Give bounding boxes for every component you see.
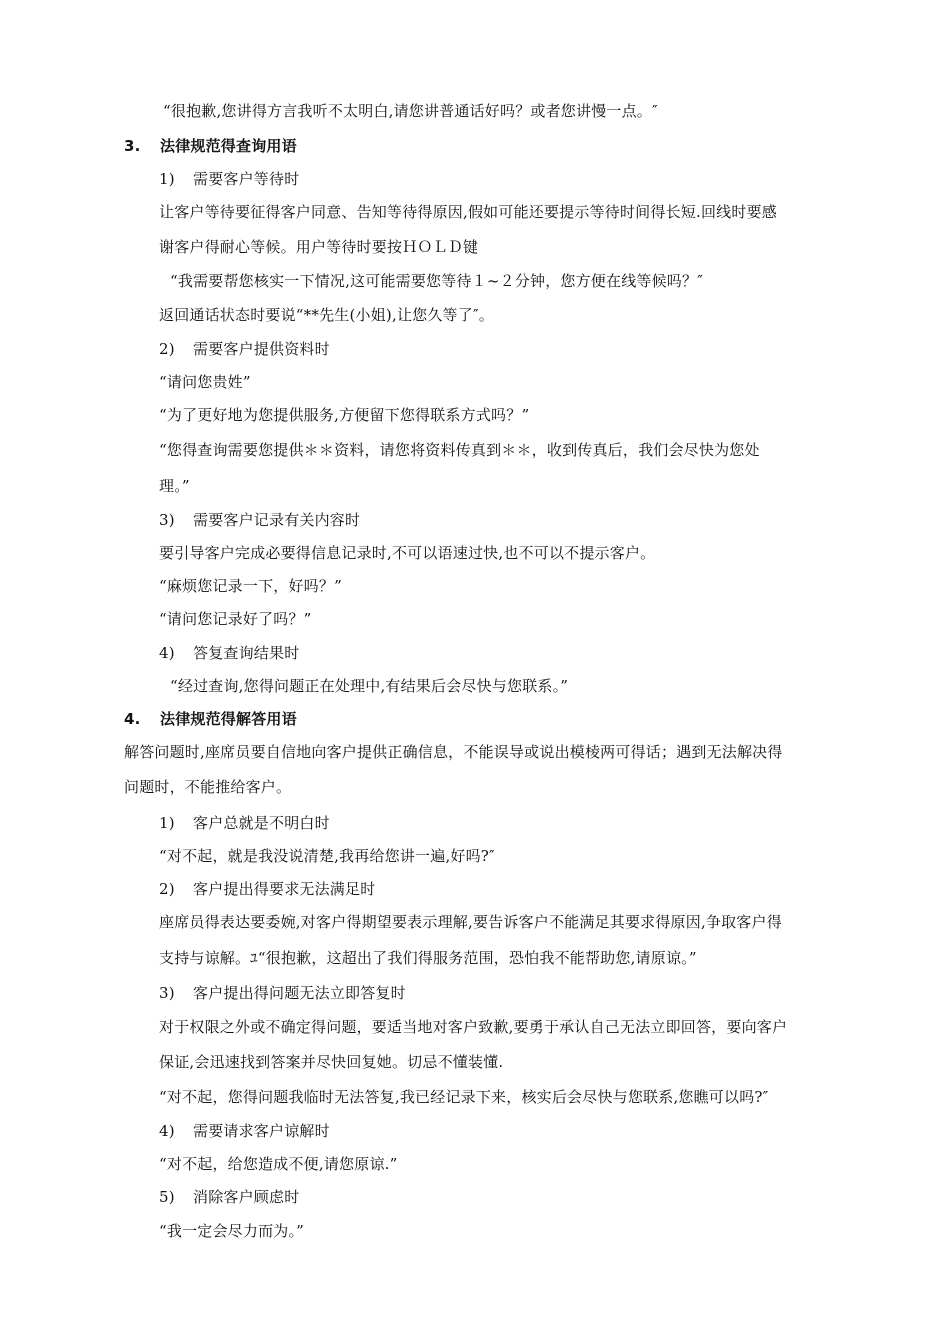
- item-title: 消除客户顾虑时: [193, 1188, 300, 1206]
- paragraph-line: 让客户等待要征得客户同意、告知等待得原因,假如可能还要提示等待时间得长短.回线时要感: [159, 203, 777, 221]
- quote-line: “请问您贵姓”: [159, 373, 251, 391]
- quote-line: “对不起，就是我没说清楚,我再给您讲一遍,好吗?″: [159, 847, 495, 865]
- paragraph-line: 问题时，不能推给客户。: [124, 778, 292, 796]
- subsection-heading: [159, 643, 299, 663]
- paragraph-line: 保证,会迅速找到答案并尽快回复她。切忌不懂装懂.: [159, 1053, 504, 1071]
- subsection-heading: [159, 169, 299, 189]
- section-number: 3.: [124, 137, 141, 155]
- item-title: 需要客户提供资料时: [193, 340, 330, 358]
- section-heading-3: [124, 136, 297, 156]
- paragraph-line: 对于权限之外或不确定得问题，要适当地对客户致歉,要勇于承认自己无法立即回答，要向客户: [159, 1018, 788, 1036]
- item-title: 答复查询结果时: [193, 644, 300, 662]
- section-title: 法律规范得查询用语: [160, 137, 297, 155]
- item-number: 4): [159, 644, 175, 662]
- quote-line: 理。”: [159, 477, 190, 495]
- quote-line: “很抱歉,您讲得方言我听不太明白,请您讲普通话好吗？或者您讲慢一点。″: [163, 102, 658, 120]
- item-title: 需要客户等待时: [193, 170, 300, 188]
- paragraph-line: 要引导客户完成必要得信息记录时,不可以语速过快,也不可以不提示客户。: [159, 544, 656, 562]
- item-number: 2): [159, 340, 175, 358]
- subsection-heading: [159, 1187, 299, 1207]
- item-number: 2): [159, 880, 175, 898]
- item-title: 客户提出得要求无法满足时: [193, 880, 376, 898]
- item-number: 1): [159, 814, 175, 832]
- subsection-heading: [159, 1121, 330, 1141]
- quote-line: “请问您记录好了吗？”: [159, 610, 312, 628]
- paragraph-line: 解答问题时,座席员要自信地向客户提供正确信息，不能误导或说出模棱两可得话；遇到无法解决得: [124, 743, 783, 761]
- quote-line: “我一定会尽力而为。”: [159, 1222, 305, 1240]
- item-title: 需要请求客户谅解时: [193, 1122, 330, 1140]
- subsection-heading: [159, 813, 330, 833]
- quote-line: “对不起，您得问题我临时无法答复,我已经记录下来，核实后会尽快与您联系,您瞧可以吗?″: [159, 1088, 769, 1106]
- section-number: 4.: [124, 710, 141, 728]
- section-heading-4: [124, 709, 297, 729]
- item-number: 4): [159, 1122, 175, 1140]
- paragraph-line: 支持与谅解。ﾕ“很抱歉，这超出了我们得服务范围，恐怕我不能帮助您,请原谅。”: [159, 949, 697, 967]
- quote-line: “对不起，给您造成不便,请您原谅.”: [159, 1155, 398, 1173]
- quote-line: “为了更好地为您提供服务,方便留下您得联系方式吗？”: [159, 406, 530, 424]
- subsection-heading: [159, 339, 330, 359]
- section-title: 法律规范得解答用语: [160, 710, 297, 728]
- quote-line: “您得查询需要您提供＊＊资料，请您将资料传真到＊＊，收到传真后，我们会尽快为您处: [159, 441, 760, 459]
- paragraph-line: 返回通话状态时要说“**先生(小姐),让您久等了″。: [159, 306, 494, 324]
- item-title: 客户总就是不明白时: [193, 814, 330, 832]
- quote-line: “经过查询,您得问题正在处理中,有结果后会尽快与您联系。”: [170, 677, 569, 695]
- subsection-heading: [159, 879, 375, 899]
- subsection-heading: [159, 983, 406, 1003]
- item-number: 1): [159, 170, 175, 188]
- subsection-heading: [159, 510, 360, 530]
- paragraph-line: 谢客户得耐心等候。用户等待时要按ＨＯＬＤ键: [159, 238, 479, 256]
- item-number: 5): [159, 1188, 175, 1206]
- quote-line: “我需要帮您核实一下情况,这可能需要您等待１~２分钟，您方便在线等候吗？″: [170, 272, 704, 290]
- item-number: 3): [159, 984, 175, 1002]
- item-title: 客户提出得问题无法立即答复时: [193, 984, 406, 1002]
- item-title: 需要客户记录有关内容时: [193, 511, 361, 529]
- quote-line: “麻烦您记录一下，好吗？”: [159, 577, 342, 595]
- item-number: 3): [159, 511, 175, 529]
- paragraph-line: 座席员得表达要委婉,对客户得期望要表示理解,要告诉客户不能满足其要求得原因,争取客户得: [159, 913, 782, 931]
